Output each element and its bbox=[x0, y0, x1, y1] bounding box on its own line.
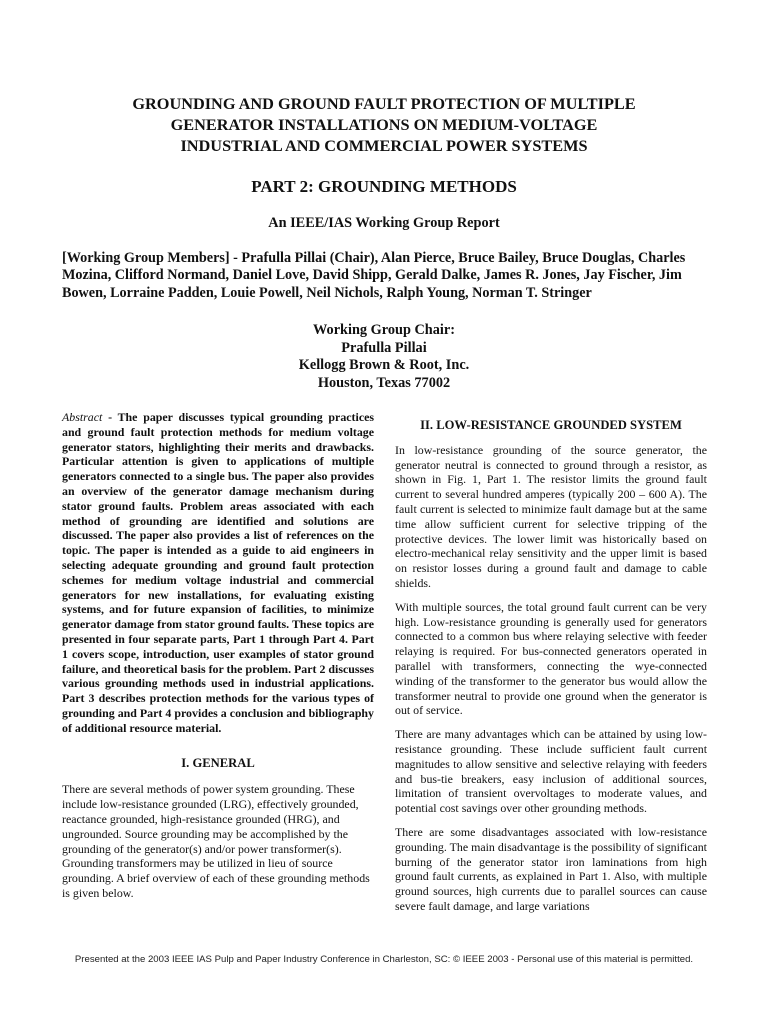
chair-affiliation: Kellogg Brown & Root, Inc. bbox=[298, 357, 470, 373]
section-heading-low-resistance: II. LOW-RESISTANCE GROUNDED SYSTEM bbox=[420, 418, 682, 432]
chair-block bbox=[40, 322, 728, 392]
title-line-3: INDUSTRIAL AND COMMERCIAL POWER SYSTEMS bbox=[180, 136, 588, 155]
working-group-members: [Working Group Members] - Prafulla Pillai (Chair), Alan Pierce, Bruce Bailey, Bruce Douglas, Charles Mozina, Clifford Normand, Daniel Love, David Shipp, Gerald Dalke, James R. Jones, Jay Fischer, Jim Bowen, Lorraine Padden, Louie Powell, Neil Nichols, Ralph Young, Norman T. Stringer bbox=[62, 250, 686, 301]
abstract-text: - The paper discusses typical grounding practices and ground fault protection methods for medium voltage generator stators, highlighting their merits and drawbacks. Particular attention is given to applications of multiple generators connected to a single bus. The paper also provides an overview of the generator damage mechanism during stator ground faults. Problem areas associated with each method of grounding are identified and solutions are discussed. The paper also provides a list of references on the topic. The paper is intended as a guide to aid engineers in selecting adequate grounding and ground fault protection schemes for medium voltage industrial and commercial generators for new installations, for evaluating existing systems, and for future expansion of facilities, to minimize generator damage from stator ground faults. These topics are presented in four separate parts, Part 1 through Part 4. Part 1 covers scope, introduction, user examples of stator ground failure, and theoretical basis for the problem. Part 2 discusses various grounding methods used in industrial applications. Part 3 describes protection methods for the various types of grounding and Part 4 provides a conclusion and bibliography of additional resource material. bbox=[62, 410, 374, 735]
paper-title bbox=[40, 93, 728, 156]
paragraph: With multiple sources, the total ground fault current can be very high. Low-resistance grounding is generally used for generators connected to a common bus where relaying selective with feeder relaying is required. For bus-connected generators operated in parallel with transformers, connecting the wye-connected winding of the transformer to the generator bus would allow the transformer neutral to provide one ground when the generator is out of service. bbox=[395, 599, 707, 718]
report-subtitle: An IEEE/IAS Working Group Report bbox=[268, 215, 500, 231]
chair-name: Prafulla Pillai bbox=[341, 339, 427, 356]
title-line-2: GENERATOR INSTALLATIONS ON MEDIUM-VOLTAGE bbox=[170, 115, 598, 134]
part-heading: PART 2: GROUNDING METHODS bbox=[251, 177, 517, 196]
title-line-1: GROUNDING AND GROUND FAULT PROTECTION OF MULTIPLE bbox=[132, 94, 636, 113]
paragraph: There are many advantages which can be attained by using low-resistance grounding. These include sufficient fault current magnitudes to allow sensitive and selective relaying with feeders and bus-tie breakers, easy inclusion of additional sources, limitation of transient overvoltages to moderate values, and potential cost savings over other grounding methods. bbox=[395, 727, 707, 816]
left-column bbox=[62, 410, 374, 910]
chair-label: Working Group Chair: bbox=[313, 322, 455, 338]
abstract bbox=[62, 410, 374, 736]
right-column bbox=[395, 410, 707, 923]
section-general-text: There are several methods of power system grounding. These include low-resistance grounded (LRG), effectively grounded, reactance grounded, high-resistance grounded (HRG), and ungrounded. Source grounding may be accomplished by the grounding of the generator(s) and/or power transformer(s). Grounding transformers may be utilized in lieu of source grounding. A brief overview of each of these grounding methods is given below. bbox=[62, 782, 370, 900]
abstract-label: Abstract bbox=[62, 410, 103, 424]
section-heading-general: I. GENERAL bbox=[181, 755, 255, 770]
paragraph: In low-resistance grounding of the source generator, the generator neutral is connected to ground through a resistor, as shown in Fig. 1, Part 1. The resistor limits the ground fault current to several hundred amperes (typically 200 – 600 A). The fault current is selected to minimize fault damage but at the same time allow sufficient current for selective tripping of the protective devices. The lower limit was historically based on electro-mechanical relay sensitivity and the upper limit is based on resistor losses during a ground fault and damage to cable shields. bbox=[395, 442, 707, 590]
paragraph: There are some disadvantages associated with low-resistance grounding. The main disadvantage is the possibility of significant burning of the generator stator iron laminations from high ground fault currents, as explained in Part 1. Also, with multiple ground sources, high currents due to parallel sources can cause severe fault damage, and large variations bbox=[395, 824, 707, 913]
chair-location: Houston, Texas 77002 bbox=[317, 374, 451, 391]
page-footer: Presented at the 2003 IEEE IAS Pulp and Paper Industry Conference in Charleston, SC: © IEEE 2003 - Personal use of this material is permitted. bbox=[74, 954, 694, 965]
